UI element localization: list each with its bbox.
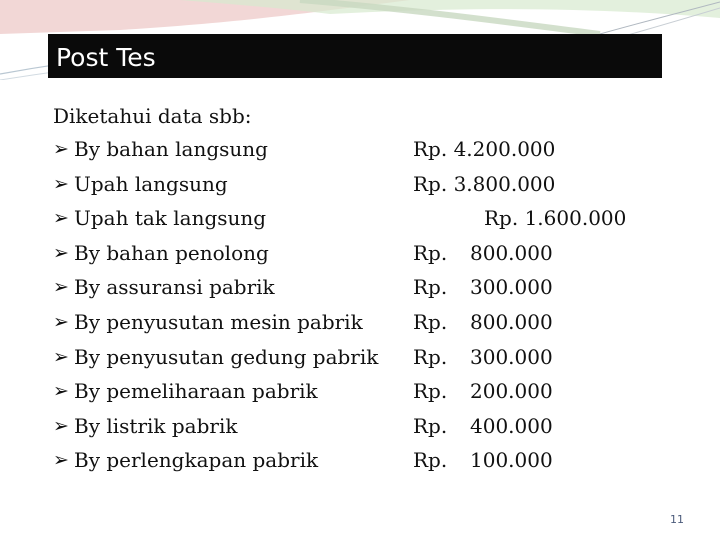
item-amount: [413, 306, 553, 338]
item-label: By assuransi pabrik: [74, 275, 275, 300]
currency: Rp.: [413, 137, 448, 161]
item-amount: [413, 444, 553, 476]
currency: Rp.: [413, 240, 448, 265]
currency: Rp.: [413, 413, 448, 438]
cost-list: [53, 133, 673, 479]
slide-title: Post Tes: [56, 43, 156, 72]
amount-value: 200.000: [470, 379, 553, 404]
list-item: [53, 133, 673, 168]
arrow-bullet-icon: ➢: [53, 414, 69, 437]
item-amount: [413, 237, 553, 269]
amount-value: 1.600.000: [524, 206, 627, 231]
amount-value: 800.000: [470, 309, 553, 334]
amount-value: 400.000: [470, 413, 553, 438]
arrow-bullet-icon: ➢: [53, 380, 69, 403]
currency: Rp.: [413, 171, 448, 196]
amount-value: 3.800.000: [453, 171, 556, 196]
amount-value: 100.000: [470, 448, 553, 473]
item-amount: [413, 410, 553, 442]
list-item: [53, 341, 673, 376]
amount-value: 800.000: [470, 240, 553, 265]
item-label: By pemeliharaan pabrik: [74, 379, 318, 404]
arrow-bullet-icon: ➢: [53, 310, 69, 333]
list-item: [53, 168, 673, 203]
item-label: By penyusutan mesin pabrik: [74, 309, 363, 334]
currency: Rp.: [413, 309, 448, 334]
arrow-bullet-icon: ➢: [53, 172, 69, 195]
arrow-bullet-icon: ➢: [53, 241, 69, 264]
amount-value: 4.200.000: [453, 137, 556, 161]
item-amount: [413, 375, 553, 407]
list-item: [53, 444, 673, 479]
list-item: [53, 375, 673, 410]
currency: Rp.: [484, 206, 519, 231]
item-label: By bahan langsung: [74, 137, 268, 161]
item-label: By perlengkapan pabrik: [74, 448, 319, 473]
item-label: By listrik pabrik: [74, 413, 238, 438]
arrow-bullet-icon: ➢: [53, 138, 69, 160]
item-amount: [413, 168, 555, 200]
list-item: [53, 271, 673, 306]
intro-text: Diketahui data sbb:: [53, 104, 252, 128]
list-item: [53, 410, 673, 445]
list-item: [53, 202, 673, 237]
amount-value: 300.000: [470, 344, 553, 369]
title-bar: [48, 34, 662, 78]
list-item: [53, 237, 673, 272]
item-amount: [413, 133, 555, 165]
item-label: Upah tak langsung: [74, 206, 267, 231]
slide-number: 11: [670, 513, 684, 526]
item-label: By penyusutan gedung pabrik: [74, 344, 379, 369]
arrow-bullet-icon: ➢: [53, 207, 69, 230]
amount-value: 300.000: [470, 275, 553, 300]
arrow-bullet-icon: ➢: [53, 345, 69, 368]
currency: Rp.: [413, 379, 448, 404]
currency: Rp.: [413, 275, 448, 300]
item-amount: [484, 202, 626, 234]
arrow-bullet-icon: ➢: [53, 276, 69, 299]
currency: Rp.: [413, 448, 448, 473]
item-amount: [413, 271, 553, 303]
item-label: By bahan penolong: [74, 240, 269, 265]
item-amount: [413, 341, 553, 373]
item-label: Upah langsung: [74, 171, 228, 196]
currency: Rp.: [413, 344, 448, 369]
arrow-bullet-icon: ➢: [53, 449, 69, 472]
list-item: [53, 306, 673, 341]
